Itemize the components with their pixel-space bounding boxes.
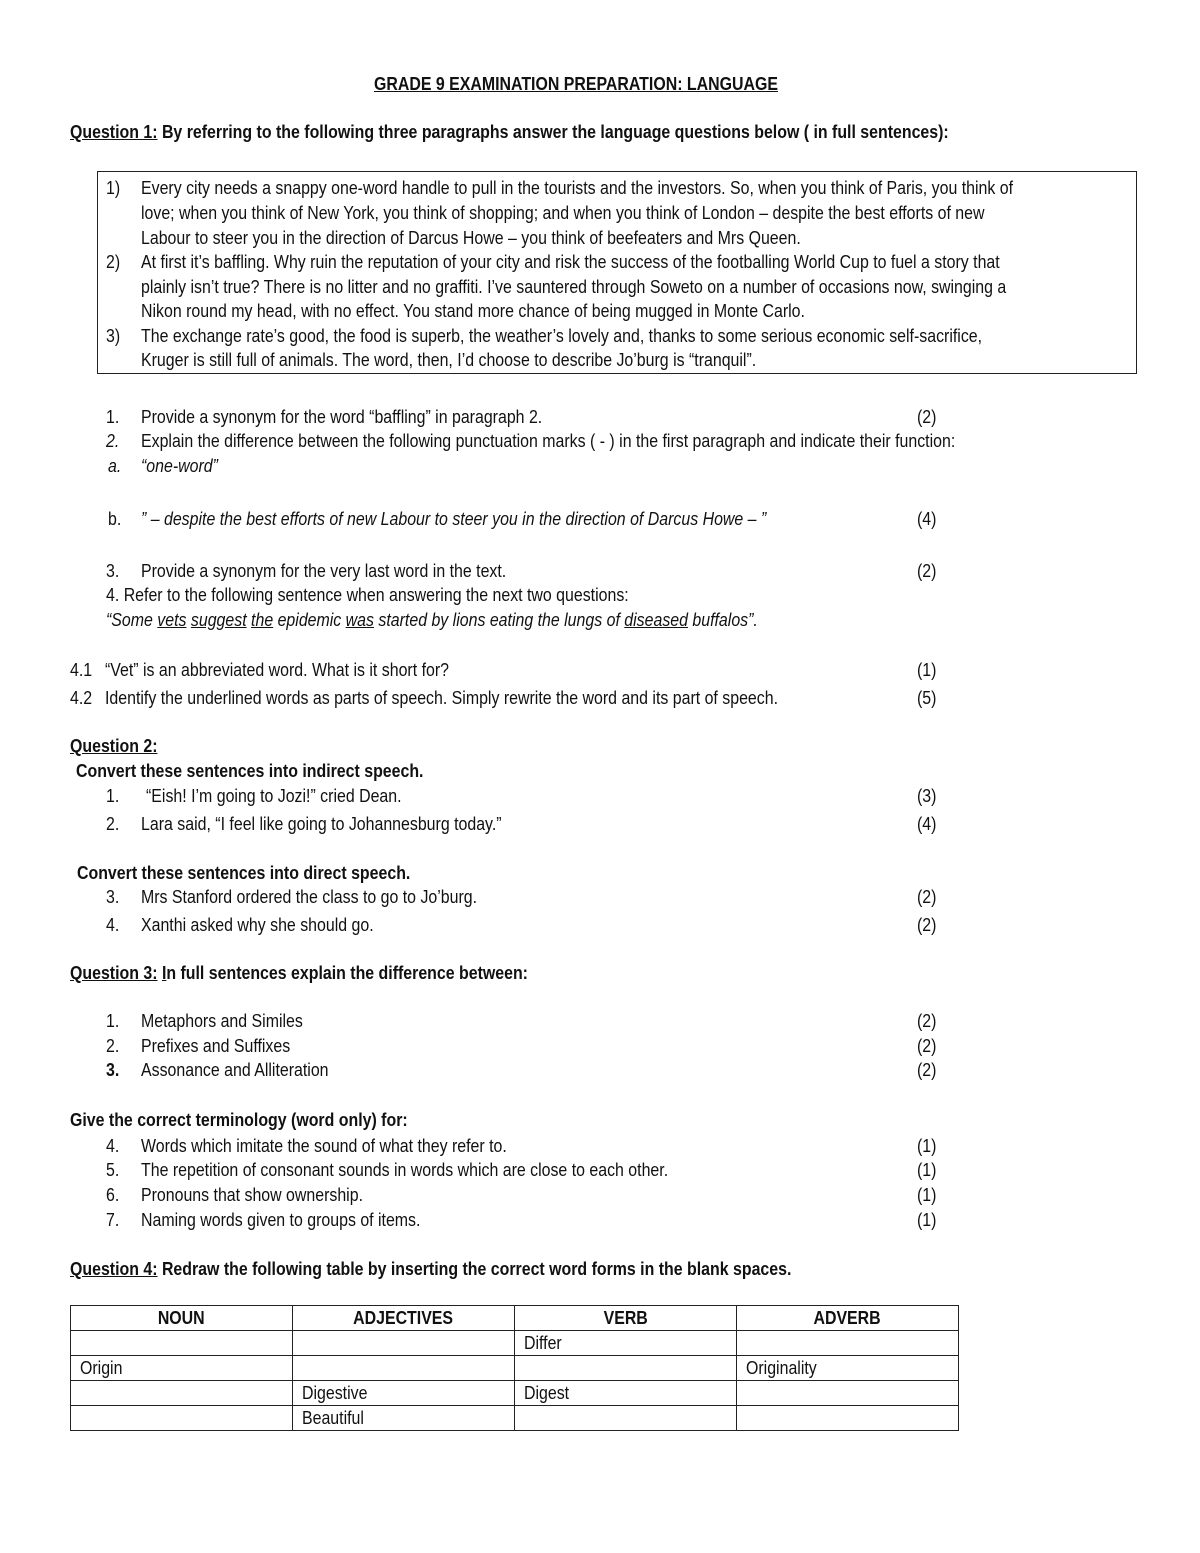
table-cell: Digest	[515, 1381, 737, 1406]
paragraph-line: plainly isn’t true? There is no litter and no graffiti. I’ve sauntered through Soweto on a number of occasions now, swinging a	[141, 276, 1007, 297]
item-number: 4.1	[70, 659, 93, 680]
item-text: Naming words given to groups of items.	[141, 1209, 421, 1230]
item-marks: (2)	[917, 406, 937, 427]
q4-instruction: Redraw the following table by inserting the correct word forms in the blank spaces.	[157, 1258, 792, 1279]
header-adverb: ADVERB	[737, 1306, 959, 1331]
item-marks: (4)	[917, 813, 937, 834]
item-marks: (1)	[917, 659, 937, 680]
table-row	[71, 1406, 959, 1431]
item-marks: (2)	[917, 886, 937, 907]
item-text: Lara said, “I feel like going to Johannesburg today.”	[141, 813, 502, 834]
item-text: Metaphors and Similes	[141, 1010, 303, 1031]
item-number: 7.	[106, 1209, 120, 1230]
item-marks: (4)	[917, 508, 937, 529]
item-number: 4.2	[70, 687, 93, 708]
item-marks: (2)	[917, 1059, 937, 1080]
item-number: 4.	[106, 584, 120, 605]
sentence-part: “Some	[106, 609, 158, 630]
item-number: a.	[108, 455, 122, 476]
item-number: 4.	[106, 1135, 120, 1156]
table-header-row	[71, 1306, 959, 1331]
item-number: 3.	[106, 560, 120, 581]
item-text: Pronouns that show ownership.	[141, 1184, 363, 1205]
item-text: Refer to the following sentence when answering the next two questions:	[119, 584, 629, 605]
paragraph-line: Labour to steer you in the direction of Darcus Howe – you think of beefeaters and Mrs Queen.	[141, 227, 801, 248]
item-marks: (5)	[917, 687, 937, 708]
item-text: Mrs Stanford ordered the class to go to Jo’burg.	[141, 886, 478, 907]
item-number: 4.	[106, 914, 120, 935]
item-number: 2.	[106, 430, 120, 451]
sentence-part: epidemic	[273, 609, 346, 630]
item-marks: (1)	[917, 1209, 937, 1230]
header-noun: NOUN	[71, 1306, 293, 1331]
underlined-word: vets	[157, 609, 187, 630]
paragraph-line: Every city needs a snappy one-word handle to pull in the tourists and the investors. So, when you think of Paris, you think of	[141, 177, 1014, 198]
item-number: 1.	[106, 1010, 120, 1031]
table-cell	[71, 1381, 293, 1406]
q1-label: Question 1:	[70, 121, 158, 142]
item-number: 1.	[106, 785, 120, 806]
table-cell: Beautiful	[293, 1406, 515, 1431]
terminology-heading: Give the correct terminology (word only) for:	[70, 1109, 408, 1130]
table-cell: Origin	[71, 1356, 293, 1381]
paragraph-line: The exchange rate’s good, the food is superb, the weather’s lovely and, thanks to some serious economic self-sacrifice,	[141, 325, 983, 346]
table-row	[71, 1381, 959, 1406]
item-text: Explain the difference between the following punctuation marks ( - ) in the first paragraph and indicate their function:	[141, 430, 956, 451]
paragraph-number: 1)	[106, 177, 121, 198]
q2-indirect-heading: Convert these sentences into indirect speech.	[76, 760, 424, 781]
table-cell	[293, 1331, 515, 1356]
table-cell	[515, 1406, 737, 1431]
paragraph-number: 2)	[106, 251, 121, 272]
underlined-word: suggest	[190, 609, 247, 630]
item-marks: (2)	[917, 1010, 937, 1031]
table-row	[71, 1356, 959, 1381]
page-title: GRADE 9 EXAMINATION PREPARATION: LANGUAGE	[374, 73, 778, 94]
item-marks: (2)	[917, 560, 937, 581]
item-number: 6.	[106, 1184, 120, 1205]
table-cell	[737, 1406, 959, 1431]
q3-label: Question 3:	[70, 962, 158, 983]
item-text: The repetition of consonant sounds in words which are close to each other.	[141, 1159, 669, 1180]
header-adjectives: ADJECTIVES	[293, 1306, 515, 1331]
item-text: Provide a synonym for the word “baffling” in paragraph 2.	[141, 406, 543, 427]
item-4-line	[106, 583, 629, 607]
table-cell: Digestive	[293, 1381, 515, 1406]
table-cell: Differ	[515, 1331, 737, 1356]
item-number: 1.	[106, 406, 120, 427]
sentence-part: started by lions eating the lungs of	[373, 609, 625, 630]
header-verb: VERB	[515, 1306, 737, 1331]
item-marks: (1)	[917, 1184, 937, 1205]
table-cell: Originality	[737, 1356, 959, 1381]
item-text: Xanthi asked why she should go.	[141, 914, 374, 935]
q4-heading	[70, 1257, 791, 1281]
item-number: 5.	[106, 1159, 120, 1180]
q4-label: Question 4:	[70, 1258, 158, 1279]
item-marks: (2)	[917, 914, 937, 935]
item-text: “Vet” is an abbreviated word. What is it short for?	[105, 659, 449, 680]
q2-direct-heading: Convert these sentences into direct speech.	[77, 862, 411, 883]
paragraph-line: Kruger is still full of animals. The word, then, I’d choose to describe Jo’burg is “tranquil”.	[141, 349, 757, 370]
item-text: “Eish! I’m going to Jozi!” cried Dean.	[146, 785, 402, 806]
underlined-word: diseased	[624, 609, 688, 630]
paragraph-line: At first it’s baffling. Why ruin the reputation of your city and risk the success of the footballing World Cup to fuel a story that	[141, 251, 1000, 272]
q3-instruction-initial: I	[161, 962, 167, 983]
item-text: ” – despite the best efforts of new Labour to steer you in the direction of Darcus Howe – ”	[141, 508, 767, 529]
item-number: 3.	[106, 886, 120, 907]
table-cell	[737, 1381, 959, 1406]
item-marks: (1)	[917, 1135, 937, 1156]
table-cell	[71, 1331, 293, 1356]
underlined-word: the	[251, 609, 274, 630]
table-cell	[737, 1331, 959, 1356]
paragraph-line: Nikon round my head, with no effect. You stand more chance of being mugged in Monte Carlo.	[141, 300, 805, 321]
item-text: Words which imitate the sound of what they refer to.	[141, 1135, 507, 1156]
paragraph-number: 3)	[106, 325, 121, 346]
item-marks: (3)	[917, 785, 937, 806]
example-sentence	[106, 608, 758, 632]
q1-instruction: By referring to the following three paragraphs answer the language questions below ( in full sentences):	[157, 121, 949, 142]
item-marks: (1)	[917, 1159, 937, 1180]
table-row	[71, 1331, 959, 1356]
item-text: Prefixes and Suffixes	[141, 1035, 291, 1056]
word-forms-table	[70, 1305, 959, 1431]
q3-heading	[70, 961, 528, 985]
paragraph-line: love; when you think of New York, you think of shopping; and when you think of London – despite the best efforts of new	[141, 202, 985, 223]
item-number: b.	[108, 508, 122, 529]
item-marks: (2)	[917, 1035, 937, 1056]
item-number: 2.	[106, 1035, 120, 1056]
underlined-word: was	[345, 609, 374, 630]
item-number: 2.	[106, 813, 120, 834]
sentence-part: buffalos”.	[687, 609, 758, 630]
item-text: Identify the underlined words as parts of speech. Simply rewrite the word and its part of speech.	[105, 687, 778, 708]
table-cell	[515, 1356, 737, 1381]
item-text: Assonance and Alliteration	[141, 1059, 329, 1080]
q3-instruction: n full sentences explain the difference between:	[166, 962, 528, 983]
item-text: “one-word”	[141, 455, 218, 476]
table-cell	[293, 1356, 515, 1381]
item-number: 3.	[106, 1059, 120, 1080]
q2-label: Question 2:	[70, 735, 158, 756]
q1-heading	[70, 120, 949, 144]
item-text: Provide a synonym for the very last word in the text.	[141, 560, 507, 581]
table-cell	[71, 1406, 293, 1431]
